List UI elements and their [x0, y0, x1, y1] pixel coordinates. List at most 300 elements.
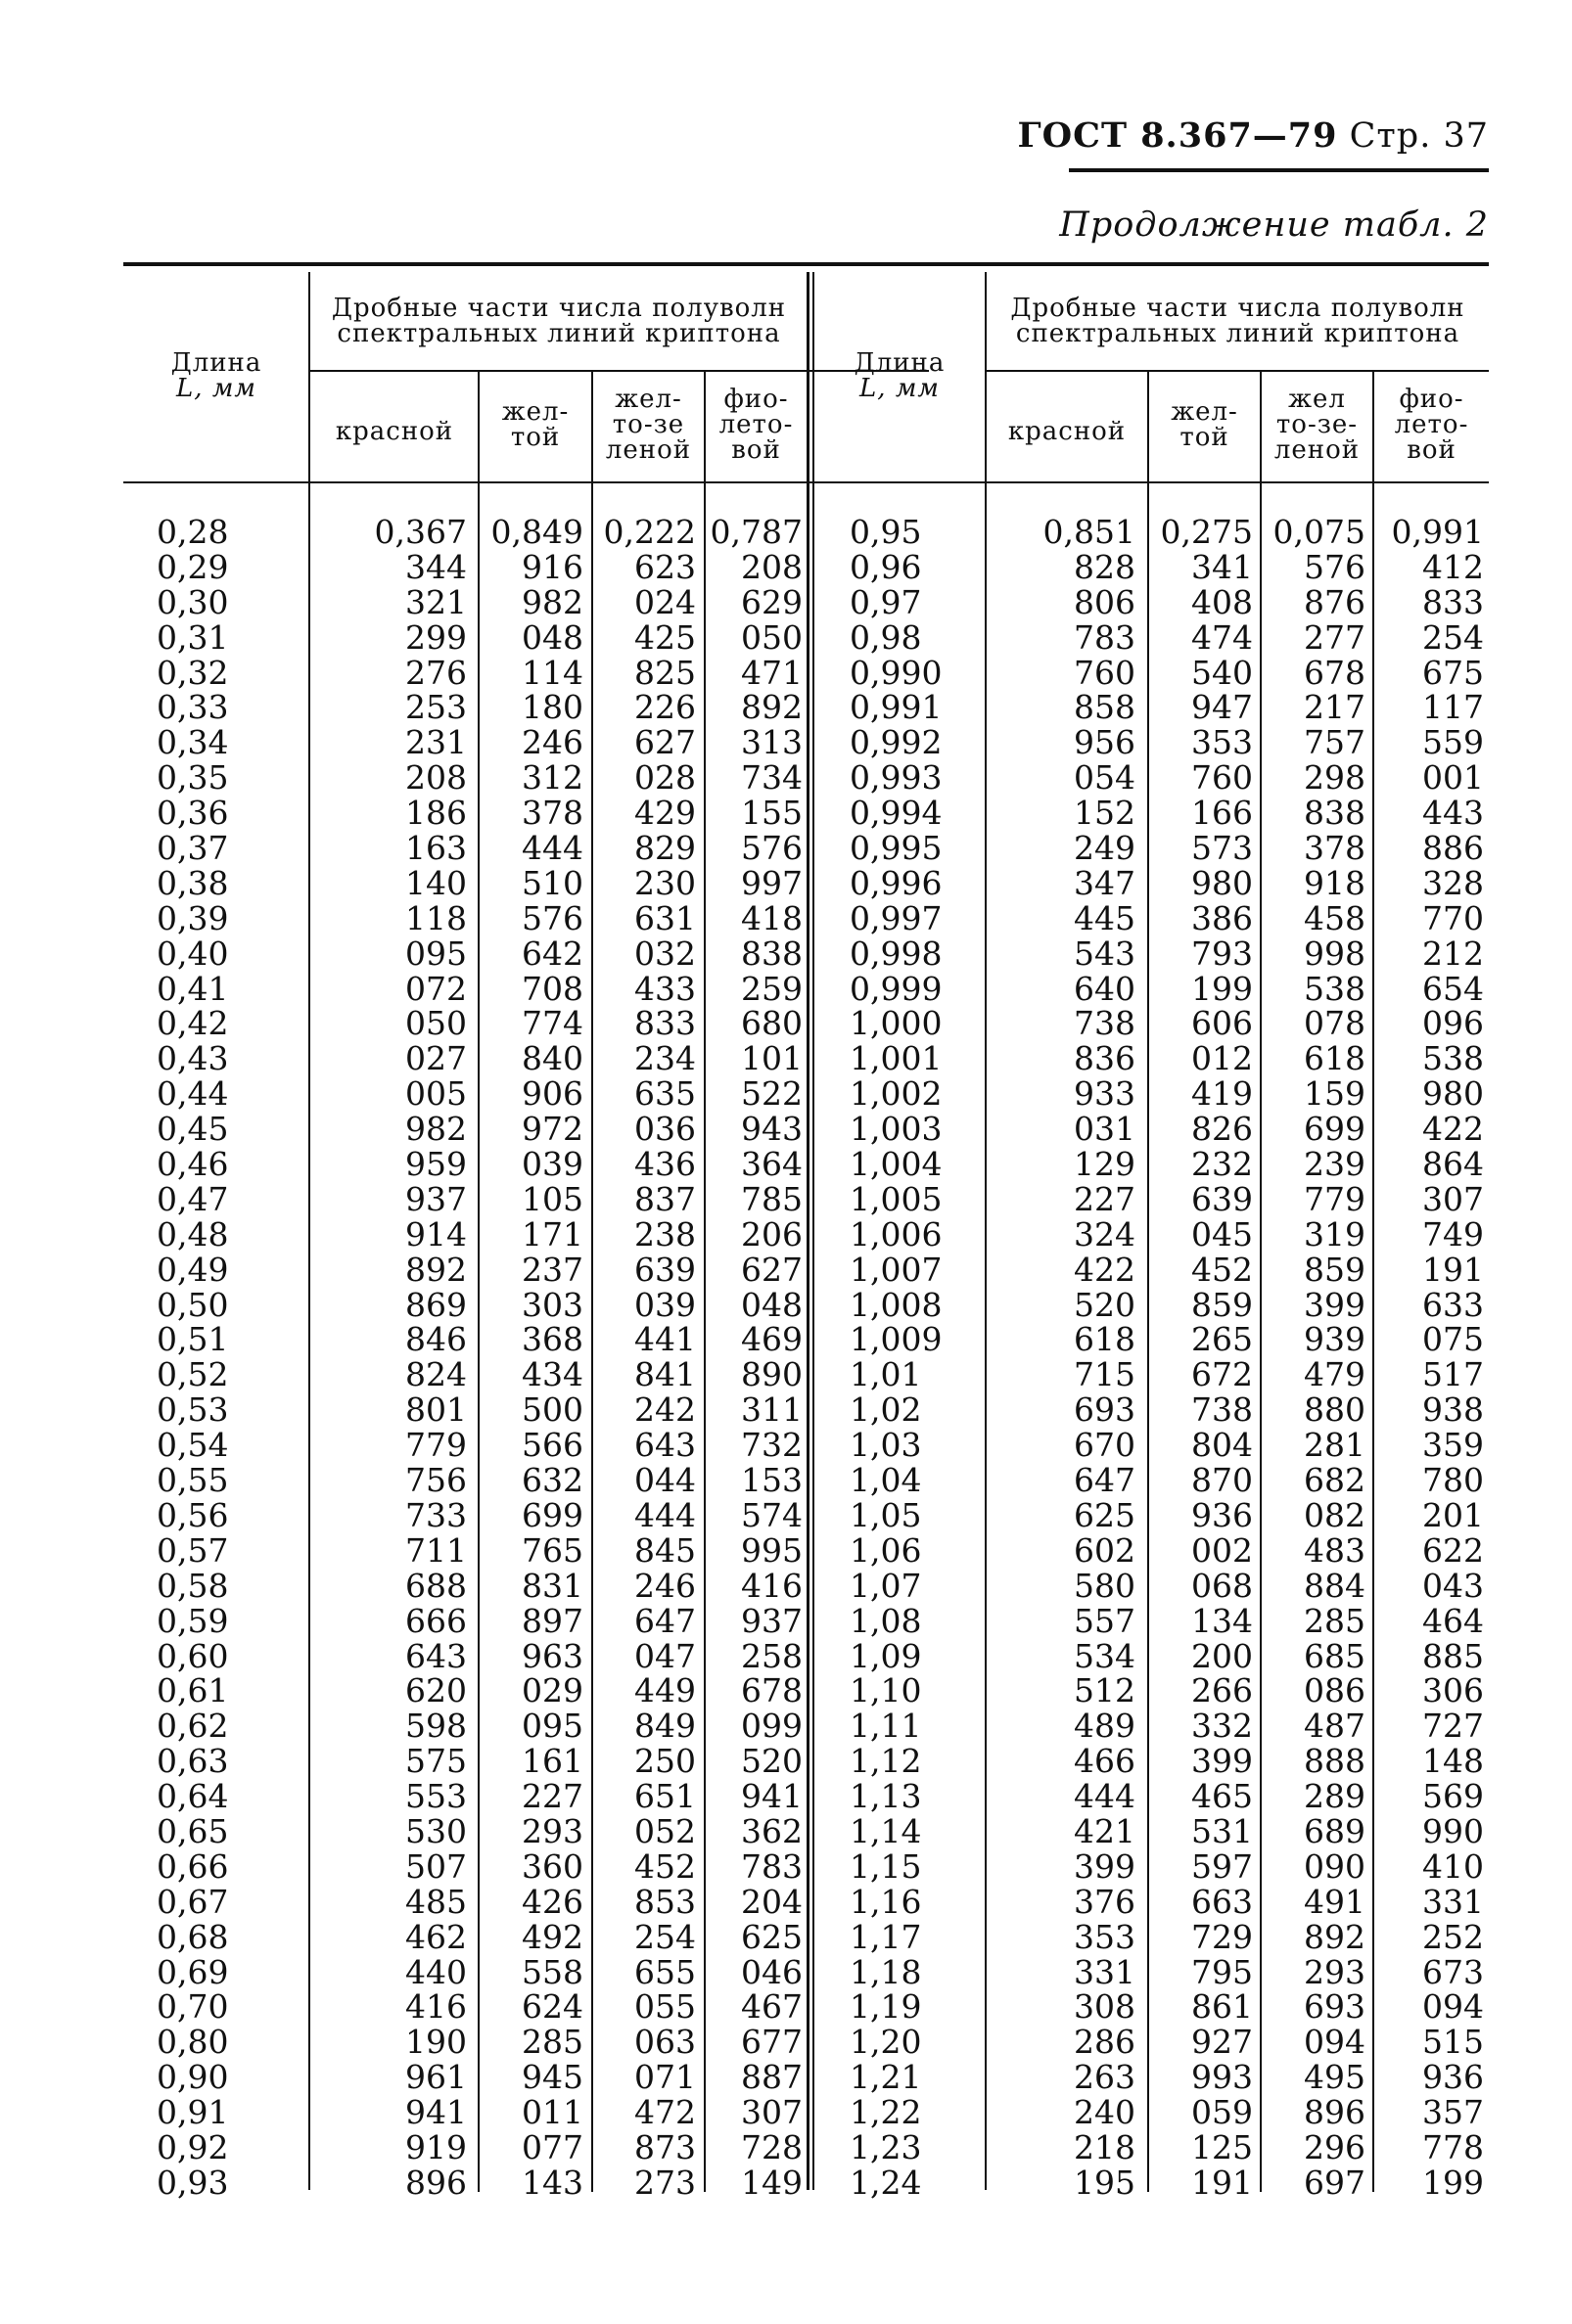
- table-cell: 321: [405, 582, 467, 621]
- table-cell: 625: [741, 1917, 803, 1956]
- header-group-line1: Дробные части числа полуволн: [331, 294, 787, 323]
- table-cell: 0,64: [157, 1777, 229, 1816]
- table-cell: 1,001: [850, 1039, 943, 1078]
- table-cell: 779: [1304, 1179, 1365, 1218]
- table-cell: 285: [522, 2023, 583, 2062]
- table-cell: 1,12: [850, 1742, 922, 1781]
- table-cell: 166: [1191, 794, 1253, 833]
- table-cell: 002: [1191, 1530, 1253, 1570]
- table-cell: 298: [1304, 758, 1365, 797]
- table-cell: 408: [1191, 582, 1253, 621]
- table-cell: 906: [522, 1074, 583, 1114]
- table-cell: 869: [405, 1285, 467, 1324]
- table-cell: 048: [741, 1285, 803, 1324]
- table-cell: 075: [1422, 1320, 1484, 1359]
- header-length-text: Длина: [854, 348, 946, 378]
- table-cell: 0,992: [850, 723, 943, 762]
- table-cell: 941: [741, 1777, 803, 1816]
- col-length-right: [850, 515, 977, 2201]
- table-cell: 0,50: [157, 1285, 229, 1324]
- table-cell: 0,43: [157, 1039, 229, 1078]
- table-cell: 557: [1074, 1601, 1135, 1640]
- table-cell: 647: [634, 1601, 696, 1640]
- table-cell: 522: [741, 1074, 803, 1114]
- table-cell: 421: [1074, 1811, 1135, 1850]
- table-cell: 0,45: [157, 1110, 229, 1149]
- table-cell: 200: [1191, 1636, 1253, 1675]
- table-cell: 012: [1191, 1039, 1253, 1078]
- table-cell: 1,07: [850, 1566, 922, 1605]
- table-cell: 078: [1304, 1004, 1365, 1043]
- table-cell: 0,998: [850, 934, 943, 973]
- table-cell: 663: [1191, 1882, 1253, 1921]
- table-cell: 208: [405, 758, 467, 797]
- table-cell: 1,15: [850, 1846, 922, 1886]
- table-cell: 756: [405, 1461, 467, 1500]
- table-cell: 063: [634, 2023, 696, 2062]
- table-cell: 285: [1304, 1601, 1365, 1640]
- table-cell: 341: [1191, 547, 1253, 586]
- table-cell: 631: [634, 898, 696, 937]
- table-cell: 434: [522, 1355, 583, 1394]
- table-cell: 675: [1422, 653, 1484, 692]
- table-cell: 254: [634, 1917, 696, 1956]
- table-cell: 520: [741, 1742, 803, 1781]
- header-red-text: красной: [335, 417, 454, 446]
- table-cell: 1,03: [850, 1426, 922, 1465]
- table-cell: 186: [405, 794, 467, 833]
- table-cell: 218: [1074, 2127, 1135, 2166]
- header-violet-text: лето-: [1394, 410, 1469, 439]
- table-cell: 0,991: [1391, 513, 1484, 551]
- table-cell: 039: [522, 1145, 583, 1184]
- table-cell: 575: [405, 1742, 467, 1781]
- table-cell: 155: [741, 794, 803, 833]
- table-cell: 914: [405, 1214, 467, 1253]
- table-cell: 729: [1191, 1917, 1253, 1956]
- table-cell: 071: [634, 2058, 696, 2097]
- table-cell: 101: [741, 1039, 803, 1078]
- table-cell: 0,996: [850, 863, 943, 902]
- table-cell: 620: [405, 1671, 467, 1710]
- table-cell: 0,61: [157, 1671, 229, 1710]
- table-cell: 232: [1191, 1145, 1253, 1184]
- table-cell: 982: [405, 1110, 467, 1149]
- table-cell: 227: [1074, 1179, 1135, 1218]
- table-cell: 824: [405, 1355, 467, 1394]
- table-cell: 825: [634, 653, 696, 692]
- table-cell: 464: [1422, 1601, 1484, 1640]
- table-cell: 0,57: [157, 1530, 229, 1570]
- table-cell: 0,39: [157, 898, 229, 937]
- table-cell: 732: [741, 1426, 803, 1465]
- table-cell: 462: [405, 1917, 467, 1956]
- table-cell: 449: [634, 1671, 696, 1710]
- table-cell: 052: [634, 1811, 696, 1850]
- table-cell: 319: [1304, 1214, 1365, 1253]
- table-cell: 1,17: [850, 1917, 922, 1956]
- table-cell: 861: [1191, 1987, 1253, 2027]
- col-length-left: [157, 515, 284, 2201]
- table-cell: 212: [1422, 934, 1484, 973]
- col-red-right: [987, 515, 1135, 2201]
- table-cell: 927: [1191, 2023, 1253, 2062]
- table-cell: 368: [522, 1320, 583, 1359]
- table-cell: 231: [405, 723, 467, 762]
- table-cell: 1,23: [850, 2127, 922, 2166]
- table-cell: 919: [405, 2127, 467, 2166]
- table-cell: 936: [1191, 1495, 1253, 1534]
- table-cell: 639: [634, 1250, 696, 1289]
- table-cell: 538: [1422, 1039, 1484, 1078]
- table-cell: 474: [1191, 617, 1253, 657]
- table-cell: 672: [1191, 1355, 1253, 1394]
- table-cell: 870: [1191, 1461, 1253, 1500]
- header-red-left: [311, 419, 478, 444]
- table-cell: 410: [1422, 1846, 1484, 1886]
- col-divider: [308, 272, 310, 2190]
- table-cell: 896: [1304, 2093, 1365, 2132]
- table-cell: 0,075: [1272, 513, 1365, 551]
- table-cell: 0,55: [157, 1461, 229, 1500]
- table-cell: 307: [1422, 1179, 1484, 1218]
- table-cell: 353: [1074, 1917, 1135, 1956]
- table-cell: 651: [634, 1777, 696, 1816]
- table-cell: 050: [405, 1004, 467, 1043]
- table-cell: 673: [1422, 1952, 1484, 1991]
- header-violet-text: вой: [731, 435, 781, 465]
- table-cell: 670: [1074, 1426, 1135, 1465]
- table-cell: 416: [405, 1987, 467, 2027]
- table-cell: 163: [405, 829, 467, 868]
- table-cell: 897: [522, 1601, 583, 1640]
- header-group-line2: спектральных линий криптона: [337, 319, 781, 348]
- table-cell: 838: [741, 934, 803, 973]
- table-cell: 191: [1422, 1250, 1484, 1289]
- table-cell: 246: [522, 723, 583, 762]
- table-cell: 859: [1304, 1250, 1365, 1289]
- table-cell: 765: [522, 1530, 583, 1570]
- table-cell: 770: [1422, 898, 1484, 937]
- table-cell: 059: [1191, 2093, 1253, 2132]
- table-cell: 0,997: [850, 898, 943, 937]
- table-cell: 553: [405, 1777, 467, 1816]
- table-cell: 941: [405, 2093, 467, 2132]
- col-ygreen-right: [1262, 515, 1365, 2201]
- table-cell: 738: [1074, 1004, 1135, 1043]
- table-cell: 997: [741, 863, 803, 902]
- table-cell: 806: [1074, 582, 1135, 621]
- table-cell: 114: [522, 653, 583, 692]
- table-cell: 485: [405, 1882, 467, 1921]
- table-cell: 1,18: [850, 1952, 922, 1991]
- table-cell: 1,13: [850, 1777, 922, 1816]
- table-cell: 623: [634, 547, 696, 586]
- table-cell: 708: [522, 969, 583, 1008]
- table-cell: 444: [634, 1495, 696, 1534]
- table-cell: 0,36: [157, 794, 229, 833]
- header-yellow-left: [480, 399, 591, 450]
- table-cell: 191: [1191, 2163, 1253, 2202]
- table-cell: 896: [405, 2163, 467, 2202]
- table-cell: 697: [1304, 2163, 1365, 2202]
- table-cell: 452: [1191, 1250, 1253, 1289]
- table-cell: 780: [1422, 1461, 1484, 1500]
- header-red-right: [987, 419, 1147, 444]
- table-cell: 1,05: [850, 1495, 922, 1534]
- table-cell: 208: [741, 547, 803, 586]
- table-cell: 234: [634, 1039, 696, 1078]
- table-cell: 693: [1304, 1987, 1365, 2027]
- table-cell: 0,90: [157, 2058, 229, 2097]
- table-cell: 520: [1074, 1285, 1135, 1324]
- table-cell: 419: [1191, 1074, 1253, 1114]
- table-cell: 517: [1422, 1355, 1484, 1394]
- table-cell: 715: [1074, 1355, 1135, 1394]
- table-cell: 362: [741, 1811, 803, 1850]
- table-cell: 1,20: [850, 2023, 922, 2062]
- table-cell: 884: [1304, 1566, 1365, 1605]
- table-cell: 624: [522, 1987, 583, 2027]
- table-cell: 841: [634, 1355, 696, 1394]
- table-cell: 077: [522, 2127, 583, 2166]
- table-cell: 749: [1422, 1214, 1484, 1253]
- table-cell: 1,16: [850, 1882, 922, 1921]
- table-cell: 0,96: [850, 547, 922, 586]
- table-cell: 0,367: [374, 513, 467, 551]
- table-cell: 171: [522, 1214, 583, 1253]
- table-subheader-rule-right: [987, 370, 1489, 372]
- table-cell: 0,69: [157, 1952, 229, 1991]
- table-cell: 253: [405, 688, 467, 727]
- table-cell: 678: [1304, 653, 1365, 692]
- table-cell: 576: [1304, 547, 1365, 586]
- table-cell: 086: [1304, 1671, 1365, 1710]
- table-cell: 980: [1191, 863, 1253, 902]
- table-cell: 831: [522, 1566, 583, 1605]
- table-cell: 838: [1304, 794, 1365, 833]
- header-length-text: Длина: [170, 348, 262, 378]
- table-cell: 945: [522, 2058, 583, 2097]
- table-cell: 0,44: [157, 1074, 229, 1114]
- table-cell: 082: [1304, 1495, 1365, 1534]
- table-cell: 465: [1191, 1777, 1253, 1816]
- table-cell: 246: [634, 1566, 696, 1605]
- table-cell: 993: [1191, 2058, 1253, 2097]
- table-cell: 047: [634, 1636, 696, 1675]
- table-cell: 240: [1074, 2093, 1135, 2132]
- table-cell: 793: [1191, 934, 1253, 973]
- table-cell: 540: [1191, 653, 1253, 692]
- table-cell: 152: [1074, 794, 1135, 833]
- table-cell: 418: [741, 898, 803, 937]
- table-cell: 206: [741, 1214, 803, 1253]
- table-cell: 201: [1422, 1495, 1484, 1534]
- table-cell: 982: [522, 582, 583, 621]
- table-cell: 0,849: [490, 513, 583, 551]
- table-cell: 469: [741, 1320, 803, 1359]
- table-cell: 1,002: [850, 1074, 943, 1114]
- table-cell: 043: [1422, 1566, 1484, 1605]
- table-cell: 094: [1422, 1987, 1484, 2027]
- table-cell: 510: [522, 863, 583, 902]
- table-cell: 886: [1422, 829, 1484, 868]
- table-cell: 845: [634, 1530, 696, 1570]
- table-cell: 180: [522, 688, 583, 727]
- table-cell: 353: [1191, 723, 1253, 762]
- table-cell: 876: [1304, 582, 1365, 621]
- table-cell: 711: [405, 1530, 467, 1570]
- table-cell: 005: [405, 1074, 467, 1114]
- table-cell: 778: [1422, 2127, 1484, 2166]
- table-cell: 1,19: [850, 1987, 922, 2027]
- table-cell: 0,97: [850, 582, 922, 621]
- table-cell: 849: [634, 1707, 696, 1746]
- table-cell: 159: [1304, 1074, 1365, 1114]
- table-cell: 472: [634, 2093, 696, 2132]
- table-cell: 250: [634, 1742, 696, 1781]
- table-cell: 441: [634, 1320, 696, 1359]
- table-cell: 936: [1422, 2058, 1484, 2097]
- table-cell: 0,33: [157, 688, 229, 727]
- table-cell: 125: [1191, 2127, 1253, 2166]
- table-cell: 1,10: [850, 1671, 922, 1710]
- col-divider: [812, 272, 814, 2190]
- header-group-left: [311, 296, 807, 346]
- table-cell: 331: [1074, 1952, 1135, 1991]
- table-cell: 0,51: [157, 1320, 229, 1359]
- table-cell: 055: [634, 1987, 696, 2027]
- table-cell: 0,65: [157, 1811, 229, 1850]
- table-cell: 990: [1422, 1811, 1484, 1850]
- table-cell: 0,52: [157, 1355, 229, 1394]
- table-cell: 491: [1304, 1882, 1365, 1921]
- table-cell: 606: [1191, 1004, 1253, 1043]
- header-ygreen-text: жел-: [615, 385, 682, 414]
- table-cell: 738: [1191, 1390, 1253, 1430]
- table-cell: 654: [1422, 969, 1484, 1008]
- table-cell: 134: [1191, 1601, 1253, 1640]
- table-cell: 436: [634, 1145, 696, 1184]
- table-cell: 804: [1191, 1426, 1253, 1465]
- table-cell: 050: [741, 617, 803, 657]
- table-cell: 836: [1074, 1039, 1135, 1078]
- table-cell: 277: [1304, 617, 1365, 657]
- table-cell: 237: [522, 1250, 583, 1289]
- table-cell: 1,01: [850, 1355, 922, 1394]
- table-cell: 143: [522, 2163, 583, 2202]
- table-cell: 227: [522, 1777, 583, 1816]
- table-cell: 1,06: [850, 1530, 922, 1570]
- table-cell: 0,993: [850, 758, 943, 797]
- table-cell: 0,67: [157, 1882, 229, 1921]
- table-cell: 828: [1074, 547, 1135, 586]
- table-cell: 1,008: [850, 1285, 943, 1324]
- table-cell: 576: [741, 829, 803, 868]
- standard-number: ГОСТ 8.367—79: [1017, 115, 1338, 156]
- table-cell: 1,04: [850, 1461, 922, 1500]
- table-cell: 289: [1304, 1777, 1365, 1816]
- table-cell: 833: [1422, 582, 1484, 621]
- table-cell: 226: [634, 688, 696, 727]
- table-cell: 286: [1074, 2023, 1135, 2062]
- table-cell: 543: [1074, 934, 1135, 973]
- table-cell: 639: [1191, 1179, 1253, 1218]
- table-cell: 643: [405, 1636, 467, 1675]
- table-cell: 666: [405, 1601, 467, 1640]
- table-cell: 916: [522, 547, 583, 586]
- table-cell: 054: [1074, 758, 1135, 797]
- table-cell: 635: [634, 1074, 696, 1114]
- table-cell: 095: [405, 934, 467, 973]
- table-cell: 001: [1422, 758, 1484, 797]
- table-cell: 313: [741, 723, 803, 762]
- header-violet-left: [706, 387, 807, 463]
- table-cell: 252: [1422, 1917, 1484, 1956]
- table-cell: 153: [741, 1461, 803, 1500]
- table-cell: 734: [741, 758, 803, 797]
- table-cell: 507: [405, 1846, 467, 1886]
- table-cell: 265: [1191, 1320, 1253, 1359]
- table-cell: 258: [741, 1636, 803, 1675]
- table-cell: 046: [741, 1952, 803, 1991]
- table-cell: 569: [1422, 1777, 1484, 1816]
- table-cell: 0,222: [603, 513, 696, 551]
- table-cell: 303: [522, 1285, 583, 1324]
- table-cell: 892: [1304, 1917, 1365, 1956]
- table-cell: 444: [1074, 1777, 1135, 1816]
- table-cell: 0,54: [157, 1426, 229, 1465]
- header-yellow-text: жел-: [501, 397, 570, 427]
- table-cell: 538: [1304, 969, 1365, 1008]
- table-cell: 629: [741, 582, 803, 621]
- table-cell: 487: [1304, 1707, 1365, 1746]
- table-cell: 0,63: [157, 1742, 229, 1781]
- page-number: Стр. 37: [1349, 116, 1489, 156]
- table-cell: 266: [1191, 1671, 1253, 1710]
- table-cell: 376: [1074, 1882, 1135, 1921]
- table-cell: 048: [522, 617, 583, 657]
- table-cell: 347: [1074, 863, 1135, 902]
- header-violet-text: вой: [1407, 435, 1456, 465]
- table-cell: 299: [405, 617, 467, 657]
- table-cell: 489: [1074, 1707, 1135, 1746]
- table-cell: 1,009: [850, 1320, 943, 1359]
- table-cell: 028: [634, 758, 696, 797]
- table-cell: 678: [741, 1671, 803, 1710]
- header-ygreen-text: леной: [605, 435, 692, 465]
- table-cell: 0,32: [157, 653, 229, 692]
- table-cell: 1,000: [850, 1004, 943, 1043]
- table-top-rule: [123, 262, 1489, 266]
- table-cell: 888: [1304, 1742, 1365, 1781]
- table-cell: 259: [741, 969, 803, 1008]
- table-cell: 399: [1074, 1846, 1135, 1886]
- table-cell: 412: [1422, 547, 1484, 586]
- table-cell: 0,80: [157, 2023, 229, 2062]
- table-cell: 998: [1304, 934, 1365, 973]
- table-cell: 0,59: [157, 1601, 229, 1640]
- table-cell: 422: [1074, 1250, 1135, 1289]
- table-cell: 947: [1191, 688, 1253, 727]
- table-cell: 0,58: [157, 1566, 229, 1605]
- table-cell: 0,994: [850, 794, 943, 833]
- table-cell: 360: [522, 1846, 583, 1886]
- table-cell: 699: [1304, 1110, 1365, 1149]
- table-cell: 249: [1074, 829, 1135, 868]
- table-cell: 1,22: [850, 2093, 922, 2132]
- table-cell: 094: [1304, 2023, 1365, 2062]
